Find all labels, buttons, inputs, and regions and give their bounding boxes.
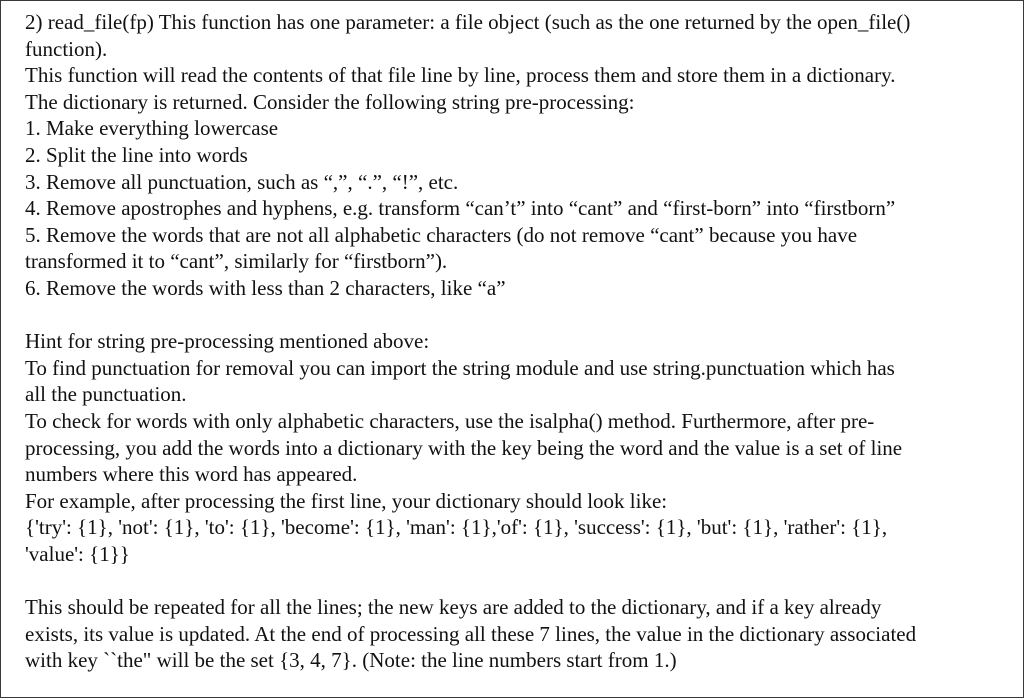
hint-line: processing, you add the words into a dictionary with the key being the word and the value is a set of line bbox=[25, 435, 903, 460]
step-item: 4. Remove apostrophes and hyphens, e.g. transform “can’t” into “cant” and “first-born” into “firstborn” bbox=[25, 196, 896, 221]
hint-line: To find punctuation for removal you can import the string module and use string.punctuation which has bbox=[25, 355, 895, 380]
closing-line: exists, its value is updated. At the end of processing all these 7 lines, the value in the dictionary associated bbox=[25, 621, 917, 646]
step-item: transformed it to “cant”, similarly for “firstborn”). bbox=[25, 249, 448, 274]
step-item: 2. Split the line into words bbox=[25, 142, 248, 167]
intro-line: The dictionary is returned. Consider the following string pre-processing: bbox=[25, 89, 635, 114]
dictionary-example: 'value': {1}} bbox=[25, 541, 130, 566]
intro-line: function). bbox=[25, 36, 108, 61]
hint-line: For example, after processing the first line, your dictionary should look like: bbox=[25, 488, 668, 513]
intro-paragraph bbox=[25, 9, 1013, 115]
step-item: 1. Make everything lowercase bbox=[25, 116, 279, 141]
hint-paragraph bbox=[25, 328, 1013, 567]
steps-list bbox=[25, 115, 1013, 301]
closing-paragraph bbox=[25, 594, 1013, 674]
intro-line: This function will read the contents of that file line by line, process them and store them in a dictionary. bbox=[25, 63, 896, 88]
document bbox=[1, 1, 1023, 674]
hint-line: Hint for string pre-processing mentioned above: bbox=[25, 329, 430, 354]
spacer bbox=[25, 302, 1013, 329]
step-item: 5. Remove the words that are not all alphabetic characters (do not remove “cant” because you have bbox=[25, 222, 858, 247]
hint-line: To check for words with only alphabetic characters, use the isalpha() method. Furthermore, after pre- bbox=[25, 408, 875, 433]
spacer bbox=[25, 567, 1013, 594]
hint-line: all the punctuation. bbox=[25, 382, 187, 407]
closing-line: This should be repeated for all the lines; the new keys are added to the dictionary, and if a key already bbox=[25, 595, 882, 620]
hint-line: numbers where this word has appeared. bbox=[25, 462, 358, 487]
closing-line: with key ``the" will be the set {3, 4, 7}. (Note: the line numbers start from 1.) bbox=[25, 648, 677, 673]
intro-line: 2) read_file(fp) This function has one parameter: a file object (such as the one returned by the open_file() bbox=[25, 10, 911, 34]
step-item: 3. Remove all punctuation, such as “,”, “.”, “!”, etc. bbox=[25, 169, 459, 194]
dictionary-example: {'try': {1}, 'not': {1}, 'to': {1}, 'become': {1}, 'man': {1},'of': {1}, 'success': {1}, 'but': {1}, 'rather': {1}, bbox=[25, 515, 888, 540]
step-item: 6. Remove the words with less than 2 characters, like “a” bbox=[25, 275, 506, 300]
